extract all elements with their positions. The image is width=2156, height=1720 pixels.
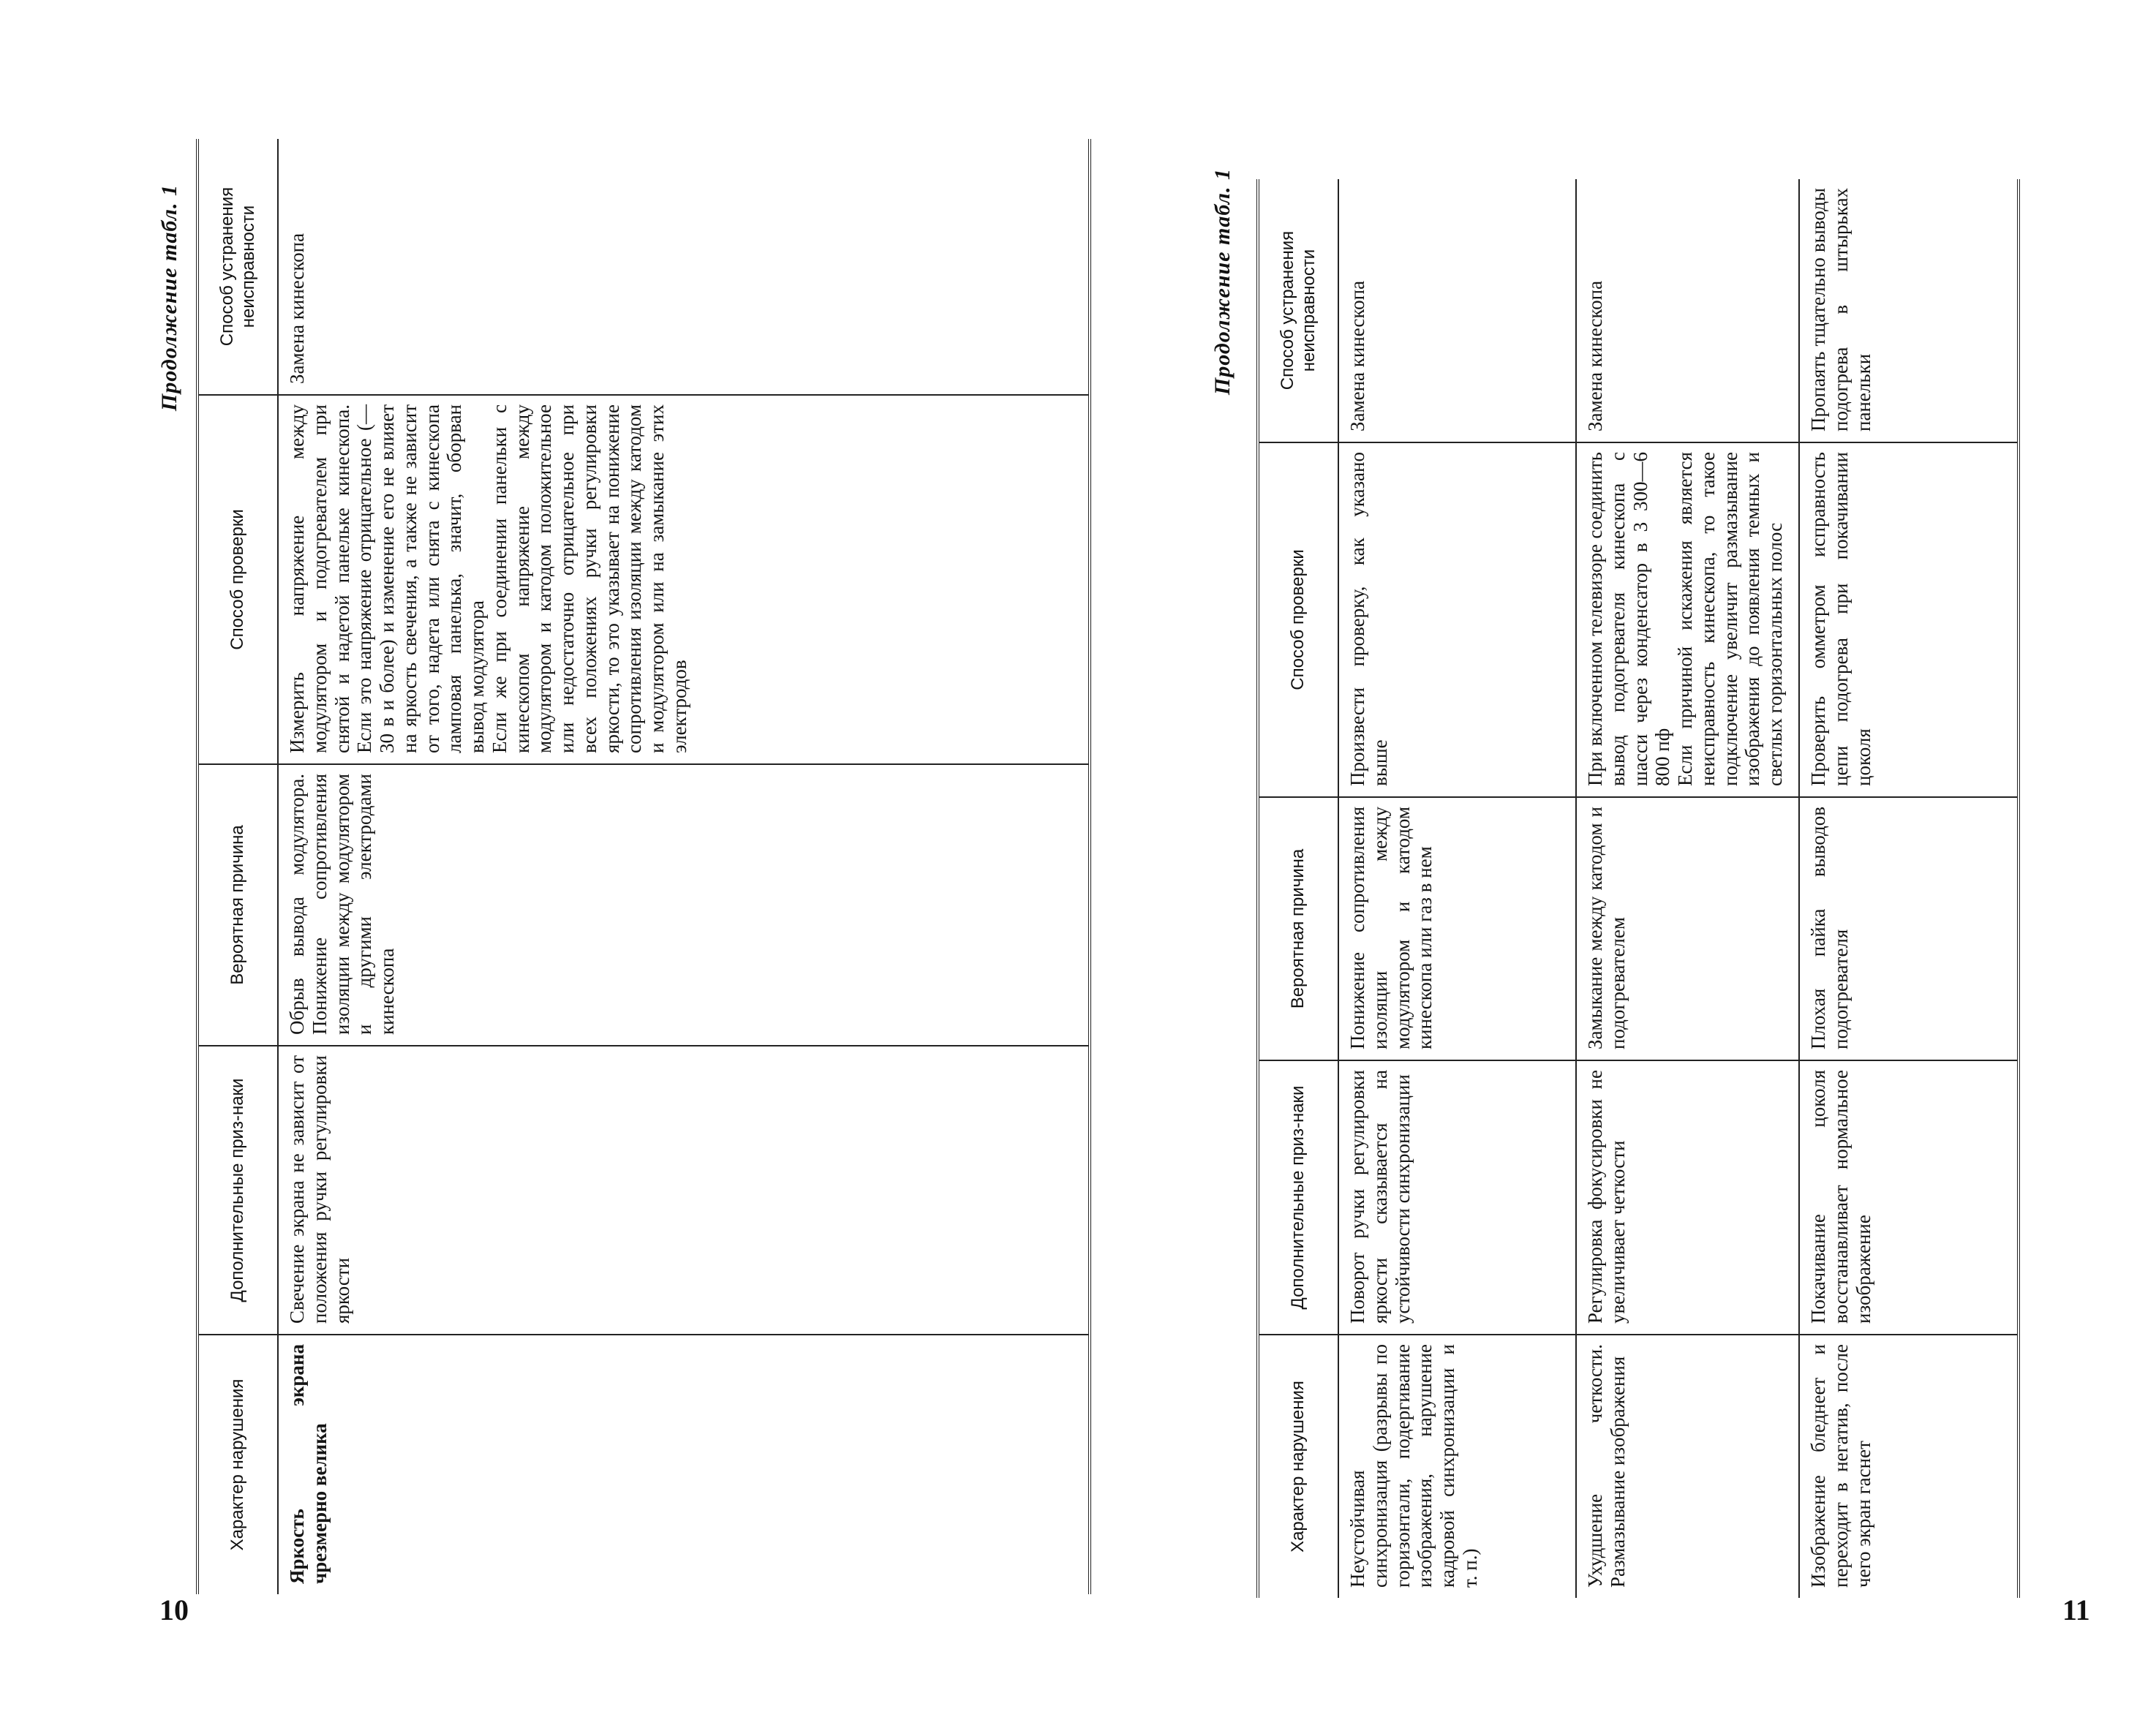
table-left (196, 139, 1091, 1594)
table-row (278, 139, 1090, 1594)
check-text-2: Если же при соединении панельки с кинескопом напряжение между модулятором и катодом положительное или недостаточно отрицательное при всех положениях ручки регулировки яркости, то это указывает на понижение сопротивления изоляции между катодом и модулятором или на замыкание этих электродов (488, 404, 691, 753)
check-text-2: Если причиной искажения является неисправность кинескопа, то такое подключение увеличит размазывание изображения до появления темных и светлых горизонтальных полос (1674, 452, 1787, 786)
cell-fix (1799, 179, 2019, 442)
cell-signs (1338, 1060, 1576, 1335)
fix-text: Пропаять тщательно выводы подогрева в штырьках панельки (1807, 188, 1874, 431)
cell-fix (1576, 179, 1799, 442)
cell-fault (1799, 1335, 2019, 1598)
header-check: Способ проверки (197, 395, 278, 764)
table-row (1338, 179, 1576, 1598)
cell-cause (278, 764, 1090, 1046)
fix-text: Замена кинескопа (286, 233, 308, 384)
table-row (1576, 179, 1799, 1598)
fault-text: Яркость экрана чрезмерно велика (286, 1344, 331, 1584)
continuation-label-right: Продолжение табл. 1 (1210, 168, 1235, 396)
cause-text: Понижение сопротивления изоляции между модулятором и катодом кинескопа или газ в нем (1346, 807, 1436, 1049)
cell-fault (278, 1335, 1090, 1594)
table-right (1256, 179, 2020, 1598)
check-text: Проверить омметром исправность цепи подогрева при покачивании цоколя (1807, 452, 1874, 786)
signs-text: Поворот ручки регулировки яркости сказывается на устойчивости синхронизации (1346, 1070, 1414, 1324)
cell-check (278, 395, 1090, 764)
cell-fix (278, 139, 1090, 395)
check-text: При включенном телевизоре соединить вывод подогревателя кинескопа с шасси через конденсатор в 3 300—6 800 пф (1584, 452, 1674, 786)
header-fix: Способ устранения неисправности (197, 139, 278, 395)
header-signs: Дополнительные приз-наки (1258, 1060, 1338, 1335)
fault-text: Изображение бледнеет и переходит в негатив, после чего экран гаснет (1807, 1344, 1874, 1588)
signs-text: Свечение экрана не зависит от положения ручки регулировки яркости (286, 1055, 353, 1324)
check-text: Измерить напряжение между модулятором и подогревателем при снятой и надетой панельке кинескопа. Если это напряжение отрицательное (—30 в и более) и изменение его не влияет на яркость свечения, а также не зависит от того, надета или снята с кинескопа ламповая панелька, значит, оборван вывод модулятора (286, 404, 489, 753)
fault-text: Ухудшение четкости. Размазывание изображения (1584, 1344, 1629, 1588)
cause-text: Обрыв вывода модулятора. Понижение сопротивления изоляции между модулятором и другими электродами кинескопа (286, 774, 399, 1035)
check-text: Произвести проверку, как указано выше (1346, 452, 1391, 786)
cell-check (1799, 442, 2019, 797)
fix-text: Замена кинескопа (1584, 280, 1606, 431)
cell-fix (1338, 179, 1576, 442)
cell-fault (1576, 1335, 1799, 1598)
cause-text: Плохая пайка выводов подогревателя (1807, 807, 1852, 1049)
signs-text: Покачивание цоколя восстанавливает нормальное изображение (1807, 1070, 1874, 1324)
cell-cause (1576, 797, 1799, 1060)
page-number-left: 10 (159, 1593, 189, 1626)
cell-check (1338, 442, 1576, 797)
header-fault: Характер нарушения (1258, 1335, 1338, 1598)
table-row (1799, 179, 2019, 1598)
header-signs: Дополнительные приз-наки (197, 1046, 278, 1335)
cell-signs (1799, 1060, 2019, 1335)
fault-text: Неустойчивая синхронизация (разрывы по горизонтали, подергивание изображения, нарушение кадровой синхронизации и т. п.) (1346, 1344, 1481, 1588)
cell-cause (1338, 797, 1576, 1060)
cell-signs (278, 1046, 1090, 1335)
cell-cause (1799, 797, 2019, 1060)
cell-signs (1576, 1060, 1799, 1335)
header-fix: Способ устранения неисправности (1258, 179, 1338, 442)
cause-text: Замыкание между катодом и подогревателем (1584, 807, 1629, 1049)
header-cause: Вероятная причина (197, 764, 278, 1046)
header-fault: Характер нарушения (197, 1335, 278, 1594)
cell-check (1576, 442, 1799, 797)
header-check: Способ проверки (1258, 442, 1338, 797)
signs-text: Регулировка фокусировки не увеличивает четкости (1584, 1070, 1629, 1324)
cell-fault (1338, 1335, 1576, 1598)
fix-text: Замена кинескопа (1346, 280, 1368, 431)
continuation-label-left: Продолжение табл. 1 (157, 184, 181, 412)
header-cause: Вероятная причина (1258, 797, 1338, 1060)
page-number-right: 11 (2062, 1593, 2090, 1626)
